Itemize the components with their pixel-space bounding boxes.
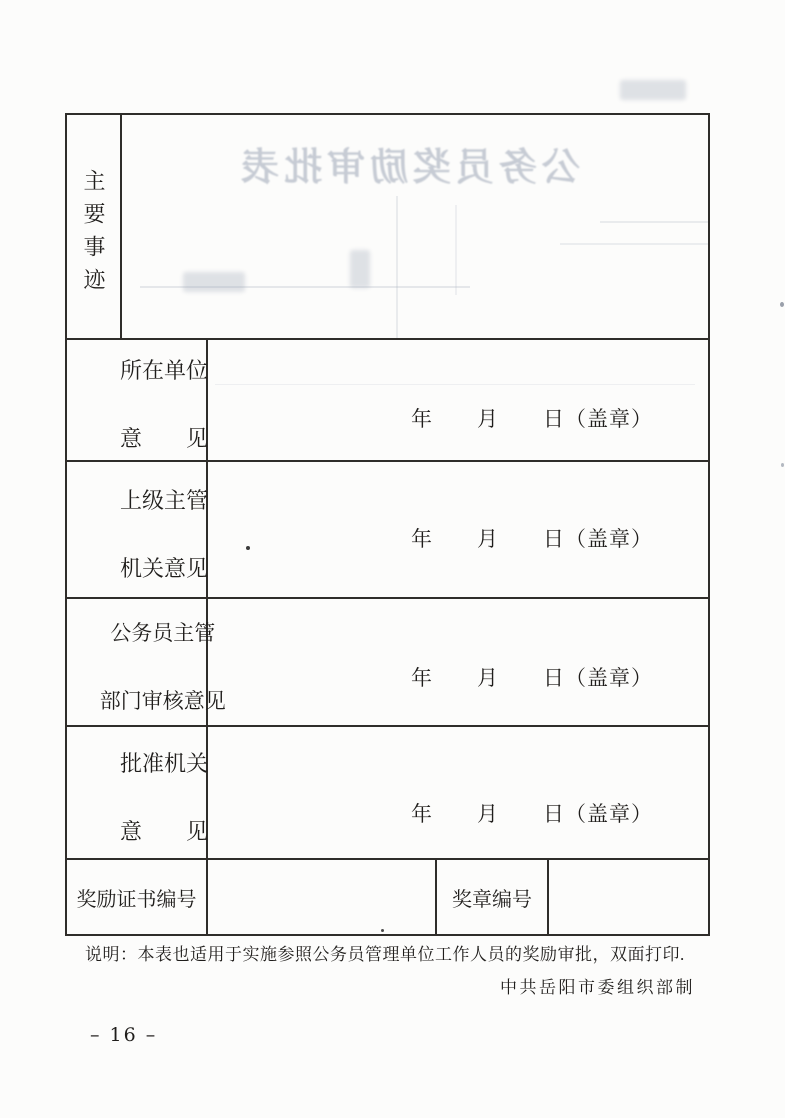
scan-speck [781,463,784,467]
dept-review-label-line1: 公务员主管 [110,621,216,645]
issuing-authority: 中共岳阳市委组织部制 [500,978,695,997]
medal-number-value-cell [549,860,708,934]
approval-form-table [65,113,710,936]
approval-opinion-date-line: 年 月 日（盖章） [411,802,653,826]
page-number: – 16 – [90,1024,158,1046]
main-deeds-label: 主要事迹 [81,168,106,301]
dept-review-label-line2: 部门审核意见 [99,689,226,713]
unit-opinion-content-cell [208,340,708,460]
certificate-number-label-cell [67,860,208,934]
approval-opinion-content-cell [208,727,708,858]
superior-opinion-label-line2: 机关意见 [120,555,209,581]
superior-opinion-content-cell [208,462,708,597]
approval-opinion-label-line2: 意 见 [120,818,209,844]
main-deeds-content-cell [122,115,708,338]
unit-opinion-date-line: 年 月 日（盖章） [411,407,653,431]
scan-smudge-top-right [620,80,686,100]
certificate-number-label: 奖励证书编号 [76,888,197,911]
unit-opinion-label-line2: 意 见 [120,426,209,451]
form-footnote: 说明：本表也适用于实施参照公务员管理单位工作人员的奖励审批，双面打印. [85,945,685,964]
certificate-number-value-cell [208,860,437,934]
medal-number-label-cell [437,860,549,934]
dept-review-date-line: 年 月 日（盖章） [411,666,653,690]
bleed-through-title: 公务员奖励审批表 [236,147,581,189]
main-deeds-label-cell [67,115,122,338]
row-approval-opinion [67,727,708,860]
superior-opinion-date-line: 年 月 日（盖章） [411,527,653,551]
row-numbers [67,860,708,934]
unit-opinion-label-line1: 所在单位 [120,358,209,383]
dept-review-content-cell [208,599,708,725]
superior-opinion-label-line1: 上级主管 [120,487,209,513]
approval-opinion-label-cell [67,727,208,858]
medal-number-label: 奖章编号 [452,888,532,911]
scan-speck [780,302,784,307]
approval-opinion-label-line1: 批准机关 [120,750,209,776]
row-main-deeds [67,115,708,340]
